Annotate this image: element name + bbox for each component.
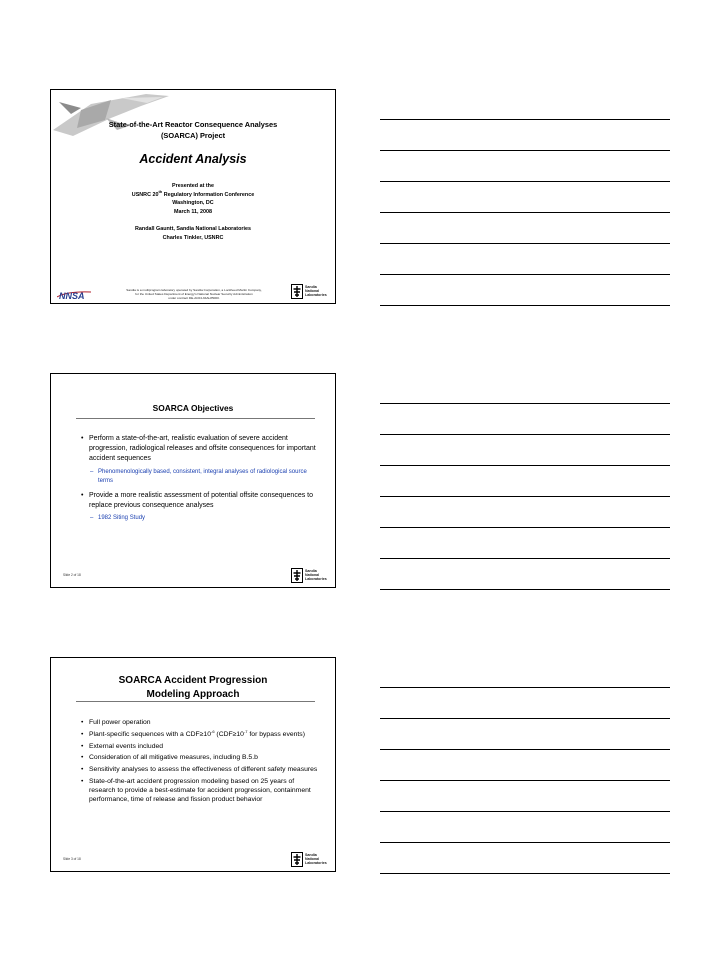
slide-2-objectives: [50, 373, 336, 588]
bullet-item: • Sensitivity analyses to assess the effectiveness of different safety measures: [81, 766, 318, 774]
note-line: [380, 558, 670, 559]
note-line: [380, 434, 670, 435]
sub-bullet-item: – Phenomenologically based, consistent, integral analyses of radiological source terms: [90, 468, 307, 484]
bullet-item: • Perform a state-of-the-art, realistic evaluation of severe accident progression, radiological releases and offsite consequences for important accident sequences: [81, 435, 316, 463]
author-2: Charles Tinkler, USNRC: [162, 234, 224, 241]
contract-fine-print: Sandia is a multiprogram laboratory operated by Sandia Corporation, a Lockheed Martin Company, for the United States Department of Energy's National Nuclear Security Administration under contract DE-AC04-94AL85000.: [126, 288, 262, 301]
slide-1-title: [50, 89, 336, 304]
note-line: [380, 243, 670, 244]
slide-3-modeling-approach: [50, 657, 336, 872]
presentation-title: [51, 119, 335, 141]
slide-number: Slide 2 of 18: [63, 573, 81, 577]
heading-divider: [76, 418, 315, 419]
note-line: [380, 873, 670, 874]
note-line: [380, 780, 670, 781]
note-line: [380, 212, 670, 213]
note-line: [380, 527, 670, 528]
sub-bullet-item: – 1982 Siting Study: [90, 515, 146, 522]
bullet-item: • State-of-the-art accident progression modeling based on 25 years of research to provide a best-estimate for accident progression, containment performance, time of release and fission product behavior: [81, 777, 311, 804]
note-line: [380, 811, 670, 812]
note-line: [380, 181, 670, 182]
note-line: [380, 749, 670, 750]
note-line: [380, 274, 670, 275]
author-1: Randall Gauntt, Sandia National Laboratories: [135, 226, 251, 232]
note-line: [380, 589, 670, 590]
conference-name: USNRC 20th Regulatory Information Conference: [131, 188, 255, 198]
bullet-item: • Consideration of all mitigative measures, including B.5.b: [81, 754, 258, 762]
note-line: [380, 465, 670, 466]
bullet-item: • Full power operation: [81, 719, 151, 726]
bullet-list: [81, 434, 321, 528]
note-line: [380, 718, 670, 719]
title-line-1: State-of-the-Art Reactor Consequence Analyses: [108, 120, 278, 129]
thunderbird-icon: [291, 852, 303, 867]
note-line: [380, 403, 670, 404]
title-line-2: (SOARCA) Project: [160, 131, 226, 140]
slide-heading: SOARCA Accident Progression Modeling Approach: [118, 675, 268, 700]
slide-number: Slide 3 of 18: [63, 857, 81, 861]
note-line: [380, 842, 670, 843]
presented-at: Presented at the: [172, 183, 214, 189]
sandia-logo: Sandia National Laboratories: [291, 284, 327, 299]
presentation-venue: [51, 182, 335, 216]
heading-divider: [76, 701, 315, 702]
note-line: [380, 119, 670, 120]
slide-heading: SOARCA Objectives: [152, 403, 234, 413]
nnsa-logo-icon: [57, 288, 91, 301]
bullet-item: • Plant-specific sequences with a $CDF\ge 10^{-6}$ ($CDF\ge 10^{-7}$ for bypass events): [81, 728, 305, 738]
nnsa-logo-text: NNSA: [59, 291, 85, 301]
date: March 11, 2008: [173, 208, 213, 215]
note-line: [380, 496, 670, 497]
presentation-subtitle: Accident Analysis: [139, 152, 247, 166]
thunderbird-icon: [291, 284, 303, 299]
note-line: [380, 305, 670, 306]
thunderbird-icon: [291, 568, 303, 583]
sandia-logo: Sandia National Laboratories: [291, 852, 327, 867]
sandia-logo: Sandia National Laboratories: [291, 568, 327, 583]
authors: [51, 225, 335, 242]
bullet-item: • External events included: [81, 742, 164, 750]
location: Washington, DC: [172, 200, 214, 207]
bullet-item: • Provide a more realistic assessment of potential offsite consequences to replace previous consequence analyses: [81, 491, 313, 509]
note-line: [380, 687, 670, 688]
bullet-list: [81, 718, 321, 807]
note-line: [380, 150, 670, 151]
